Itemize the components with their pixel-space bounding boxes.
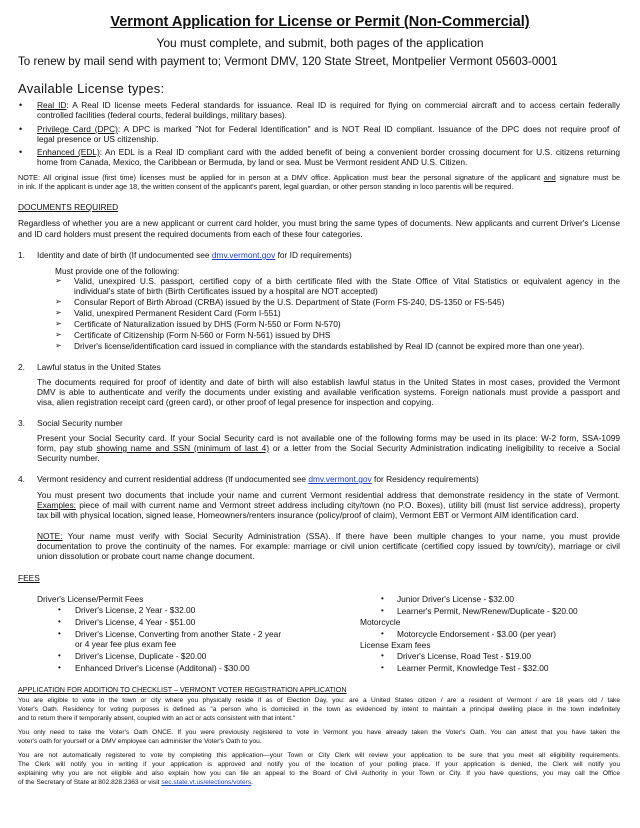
section-4-title: Vermont residency and current residential address (If undocumented see dmv.vermont.gov for Residency requirements) (37, 474, 479, 484)
id-doc-green-card: Valid, unexpired Permanent Resident Card (Form I-551) (74, 308, 281, 318)
bullet-icon: • (19, 124, 23, 134)
license-type-dpc-cont: legal presence or US citizenship. (37, 134, 159, 144)
fees-exam-heading: License Exam fees (360, 640, 431, 650)
bullet-icon: • (381, 651, 384, 660)
fee-knowledge-test: Learner Permit, Knowledge Test - $32.00 (397, 663, 549, 673)
voter-heading: APPLICATION FOR ADDITION TO CHECKLIST – VERMONT VOTER REGISTRATION APPLICATION (18, 685, 347, 694)
arrow-bullet-icon: ➢ (55, 319, 62, 328)
section-4-line-1: You must present two documents that include your name and current Vermont residential address that demonstrate residency in the state of Vermont. (37, 490, 620, 500)
section-3-number: 3. (18, 418, 25, 428)
license-type-edl: Enhanced (EDL): An EDL is a Real ID compliant card with the added benefit of being a convenient border crossing document for U.S. citizens returning (37, 147, 620, 157)
arrow-bullet-icon: ➢ (55, 276, 62, 285)
fee-junior-license: Junior Driver's License - $32.00 (397, 594, 515, 604)
arrow-bullet-icon: ➢ (55, 341, 62, 350)
sos-elections-link[interactable]: sec.state.vt.us/elections/voters (161, 779, 252, 786)
fee-license-convert-cont: or 4 year fee plus exam fee (75, 639, 177, 649)
voter-p2-line-2: voter's oath for yourself or a DMV employee can administer the Voter's Oath to you. (18, 738, 262, 745)
bullet-icon: • (381, 629, 384, 638)
voter-p3-line-1: You are not automatically registered to vote by completing this application—your Town or City Clerk will review your application to be sure that you meet all eligibility requirements. (18, 752, 620, 759)
renew-instructions: To renew by mail send with payment to; Vermont DMV, 120 State Street, Montpelier Vermont 05603-0001 (18, 55, 558, 68)
id-doc-citizenship: Certificate of Citizenship (Form N-560 or Form N-561) issued by DHS (74, 330, 331, 340)
voter-p3-line-3: explaining why you are not eligible and also explain how you can file an appeal to the Board of Civil Authority in your Town or City. If you have questions, you may call the Office (18, 770, 620, 777)
note-line-2: in ink. If the applicant is under age 18, the written consent of the applicant's parent, legal guardian, or other person standing in loco parentis will be required. (18, 182, 514, 191)
section-4-note-2: documentation to prove the continuity of the names. For example: marriage or civil union certificate (certified copy issued by town/city), marriage or civil (37, 541, 620, 551)
fee-motorcycle-endorsement: Motorcycle Endorsement - $3.00 (per year) (397, 629, 557, 639)
voter-p2-line-1: You only need to take the Voter's Oath ONCE. If you were previously registered to vote in Vermont you have already taken the Voter's Oath. You can attest that you have taken the (18, 729, 620, 736)
fees-motorcycle-heading: Motorcycle (360, 617, 401, 627)
bullet-icon: • (58, 629, 61, 638)
page-title: Vermont Application for License or Permit (Non-Commercial) (110, 14, 530, 30)
section-3-line-2: form, pay stub showing name and SSN (minimum of last 4) or a letter from the Social Security Administration indicating ineligibility to receive a Social (37, 443, 621, 453)
id-doc-passport-cont: individual's state of birth (Birth Certificates issued by a hospital are NOT accepted) (74, 286, 378, 296)
voter-p1-line-1: You are eligible to vote in the town or city where you physically reside if as of Election Day, you: are a United States citizen / are a resident of Vermont / are 18 years old / take (18, 697, 620, 704)
section-3-line-3: Security number. (37, 453, 100, 463)
documents-intro-2: and ID card holders must present the required documents from each of these four categories. (18, 229, 363, 239)
license-type-real-id-cont: controlled facilities (federal courts, federal buildings, military bases). (37, 110, 287, 120)
license-type-edl-cont: home from Canada, Mexico, the Caribbean or Bermuda, by land or sea. Must be Vermont resident AND U.S. Citizen. (37, 157, 468, 167)
bullet-icon: • (381, 594, 384, 603)
arrow-bullet-icon: ➢ (55, 330, 62, 339)
bullet-icon: • (19, 100, 23, 110)
fee-license-convert: Driver's License, Converting from another State - 2 year (75, 629, 282, 639)
section-4-note-1: NOTE: Your name must verify with Social Security Administration (SSA). If there have been multiple changes to your name, you must provide (37, 531, 620, 541)
section-4-line-3: tax bill with physical location, signed lease, Homeowners/renters insurance (policy/proof of claim), Vermont EBT or Vermont AIM identification card. (37, 510, 579, 520)
license-type-real-id: Real ID: A Real ID license meets Federal standards for issuance. Real ID is required for flying on commercial aircraft and to access certain federally (37, 100, 620, 110)
bullet-icon: • (58, 605, 61, 614)
section-4-line-2: Examples: piece of mail with current name and Vermont street address including city/town (no P.O. Boxes), utility bill (must list service address), property (37, 500, 620, 510)
voter-p1-line-3: and to return there if temporarily absent, coupled with an act or acts consistent with that intent." (18, 715, 296, 722)
bullet-icon: • (58, 617, 61, 626)
section-2-number: 2. (18, 362, 25, 372)
documents-intro-1: Regardless of whether you are a new applicant or current card holder, you must bring the same types of documents. New applicants and current Driver's License (18, 218, 620, 228)
note-line-1: NOTE: All original issue (first time) licenses must be applied for in person at a DMV office. Application must bear the personal signature of the applicant and signature must be (18, 173, 620, 182)
voter-p3-line-4: of the Secretary of State at 802.828.2363 or visit sec.state.vt.us/elections/voters. (18, 779, 253, 786)
section-2-line-1: The documents required for proof of identity and date of birth will also establish lawful status in the United States in most cases, provided the Vermont (37, 377, 620, 387)
license-type-dpc: Privilege Card (DPC): A DPC is marked "Not for Federal Identification" and is NOT Real ID compliant. Issuance of the DPC does not require proof of (37, 124, 620, 134)
fee-road-test: Driver's License, Road Test - $19.00 (397, 651, 532, 661)
section-2-line-2: DMV is able to authenticate and verify the documents under existing and available verification systems. Foreign nationals must provide a passport and (37, 387, 620, 397)
fee-license-2yr: Driver's License, 2 Year - $32.00 (75, 605, 196, 615)
voter-p3-line-2: The Clerk will notify you in writing if your application is approved and notify you of the location of your polling place. If your application is denied, the Clerk will notify you (18, 761, 620, 768)
fee-license-4yr: Driver's License, 4 Year - $51.00 (75, 617, 196, 627)
section-2-line-3: visa, alien registration receipt card (green card), or other proof of legal presence for inspection and copying. (37, 397, 434, 407)
bullet-icon: • (58, 651, 61, 660)
dmv-link[interactable]: dmv.vermont.gov (211, 250, 276, 260)
bullet-icon: • (58, 663, 61, 672)
arrow-bullet-icon: ➢ (55, 297, 62, 306)
id-doc-naturalization: Certificate of Naturalization issued by DHS (Form N-550 or Form N-570) (74, 319, 341, 329)
id-doc-crba: Consular Report of Birth Abroad (CRBA) issued by the U.S. Department of State (Form FS-240, DS-1350 or FS-545) (74, 297, 505, 307)
bullet-icon: • (19, 147, 23, 157)
section-3-title: Social Security number (37, 418, 123, 428)
license-types-heading: Available License types: (18, 81, 165, 96)
fees-left-heading: Driver's License/Permit Fees (37, 594, 144, 604)
fee-license-duplicate: Driver's License, Duplicate - $20.00 (75, 651, 207, 661)
documents-heading: DOCUMENTS REQUIRED (18, 202, 119, 212)
section-1-number: 1. (18, 250, 25, 260)
section-4-note-3: union dissolution or probate court name change document. (37, 551, 255, 561)
fee-learner-permit: Learner's Permit, New/Renew/Duplicate - $20.00 (397, 606, 578, 616)
bullet-icon: • (381, 606, 384, 615)
dmv-residency-link[interactable]: dmv.vermont.gov (308, 474, 372, 484)
fee-enhanced-license: Enhanced Driver's License (Additonal) - $30.00 (75, 663, 250, 673)
arrow-bullet-icon: ➢ (55, 308, 62, 317)
fees-heading: FEES (18, 573, 40, 583)
section-1-lead: Must provide one of the following: (55, 266, 180, 276)
id-doc-passport: Valid, unexpired U.S. passport, certified copy of a birth certificate filed with the State Office of Vital Statistics or equivalent agency in the (74, 276, 620, 286)
bullet-icon: • (381, 663, 384, 672)
section-1-title: Identity and date of birth (If undocumented see dmv.vermont.gov for ID requirements) (37, 250, 352, 260)
voter-p1-line-2: Voter's Oath. Residency for voting purposes is defined as "a person who is domiciled in the town as evidenced by intent to maintain a principal dwelling place in the town indefinitely (18, 706, 620, 713)
page-subtitle: You must complete, and submit, both pages of the application (156, 36, 484, 50)
id-doc-real-id-license: Driver's license/identification card issued in compliance with the standards established by Real ID (cannot be expired more than one year). (74, 341, 585, 351)
section-3-line-1: Present your Social Security card. If your Social Security card is not available one of the following forms may be used in its place: W-2 form, SSA-1099 (37, 433, 620, 443)
section-4-number: 4. (18, 474, 25, 484)
section-2-title: Lawful status in the United States (37, 362, 161, 372)
